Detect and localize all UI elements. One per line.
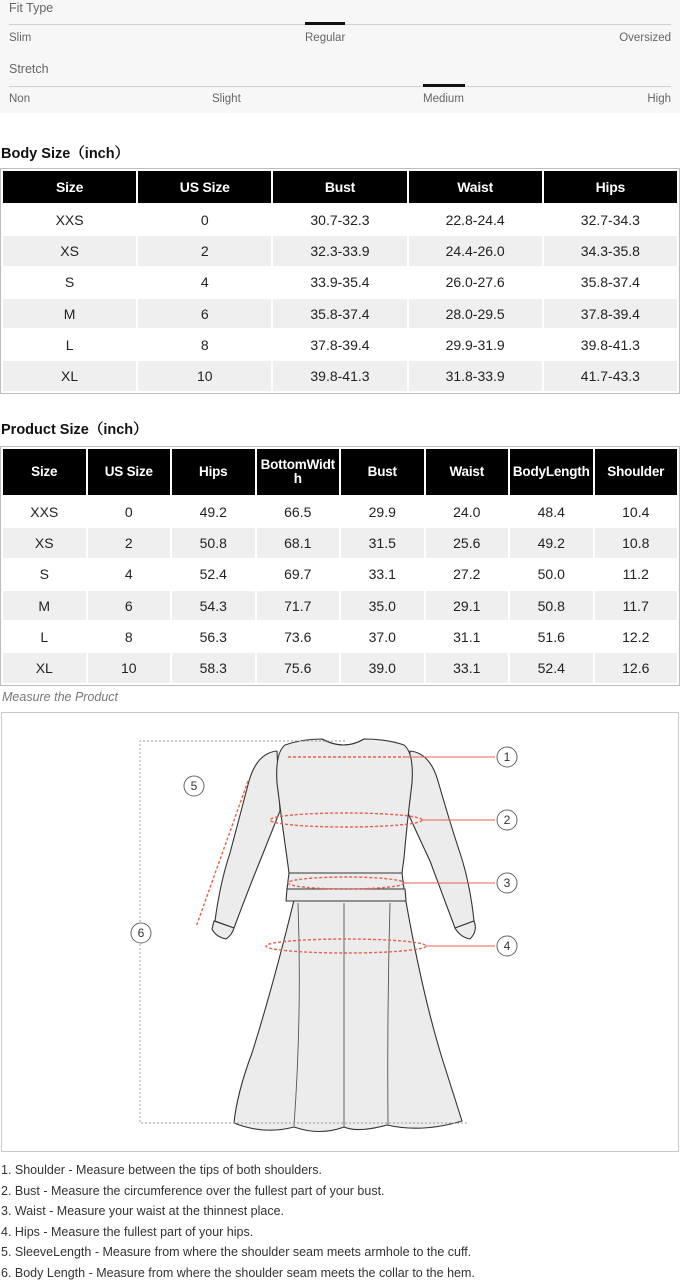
body-size-title: Body Size（inch）	[1, 146, 130, 162]
table-cell: 29.9	[341, 497, 424, 526]
table-cell: 10	[88, 653, 171, 682]
column-header: BottomWidth	[257, 449, 340, 495]
table-cell: 28.0-29.5	[409, 299, 542, 328]
note-bust: 2. Bust - Measure the circumference over the fullest part of your bust.	[1, 1183, 385, 1198]
table-cell: 68.1	[257, 528, 340, 557]
table-row	[3, 205, 677, 234]
table-cell: 52.4	[510, 653, 593, 682]
table-cell: 11.2	[595, 560, 678, 589]
table-cell: 2	[88, 528, 171, 557]
table-cell: 49.2	[510, 528, 593, 557]
column-header: Shoulder	[595, 449, 678, 495]
table-cell: 48.4	[510, 497, 593, 526]
table-cell: 8	[138, 330, 271, 359]
stretch-selected-marker	[423, 84, 465, 87]
table-cell: XL	[3, 361, 136, 390]
table-cell: 73.6	[257, 622, 340, 651]
table-cell: L	[3, 622, 86, 651]
table-cell: 37.8-39.4	[273, 330, 406, 359]
stretch-title: Stretch	[9, 62, 49, 76]
column-header: Bust	[341, 449, 424, 495]
table-cell: 0	[138, 205, 271, 234]
diagram-caption: Measure the Product	[2, 690, 119, 704]
table-cell: 10.4	[595, 497, 678, 526]
product-size-title: Product Size（inch）	[1, 422, 148, 438]
table-cell: XS	[3, 236, 136, 265]
column-header: Hips	[544, 171, 677, 203]
table-row	[3, 497, 677, 526]
table-row	[3, 591, 677, 620]
table-cell: 6	[88, 591, 171, 620]
svg-text:3: 3	[503, 876, 511, 890]
dress-right-sleeve	[407, 751, 474, 928]
table-cell: 12.2	[595, 622, 678, 651]
table-cell: 11.7	[595, 591, 678, 620]
dress-waist-seam	[286, 889, 406, 901]
svg-text:6: 6	[137, 926, 145, 940]
table-cell: M	[3, 591, 86, 620]
note-sleeve-length: 5. SleeveLength - Measure from where the shoulder seam meets armhole to the cuff.	[1, 1245, 472, 1260]
marker-3	[497, 873, 517, 893]
marker-4	[497, 936, 517, 956]
table-cell: 31.8-33.9	[409, 361, 542, 390]
table-row	[3, 330, 677, 359]
table-cell: 29.1	[426, 591, 509, 620]
table-cell: 22.8-24.4	[409, 205, 542, 234]
table-cell: 37.8-39.4	[544, 299, 677, 328]
note-waist: 3. Waist - Measure your waist at the thinnest place.	[1, 1204, 284, 1219]
svg-text:4: 4	[503, 939, 511, 953]
table-cell: 0	[88, 497, 171, 526]
table-cell: 26.0-27.6	[409, 268, 542, 297]
table-cell: 56.3	[172, 622, 255, 651]
table-cell: 58.3	[172, 653, 255, 682]
stretch-label-non: Non	[9, 93, 31, 105]
column-header: Waist	[409, 171, 542, 203]
table-cell: XS	[3, 528, 86, 557]
table-row	[3, 268, 677, 297]
dress-bodice	[277, 739, 413, 873]
table-cell: 71.7	[257, 591, 340, 620]
fit-type-selected-marker	[305, 22, 345, 25]
column-header: Bust	[273, 171, 406, 203]
table-cell: 69.7	[257, 560, 340, 589]
table-cell: 37.0	[341, 622, 424, 651]
table-cell: 41.7-43.3	[544, 361, 677, 390]
note-body-length: 6. Body Length - Measure from where the shoulder seam meets the collar to the hem.	[1, 1265, 475, 1280]
table-cell: 8	[88, 622, 171, 651]
table-cell: 49.2	[172, 497, 255, 526]
column-header: Size	[3, 449, 86, 495]
table-cell: 39.0	[341, 653, 424, 682]
fit-type-label-regular: Regular	[305, 32, 346, 44]
fit-stretch-panel	[0, 0, 680, 113]
table-cell: 6	[138, 299, 271, 328]
table-cell: 33.1	[341, 560, 424, 589]
dress-left-sleeve	[215, 751, 280, 928]
table-row	[3, 528, 677, 557]
table-cell: L	[3, 330, 136, 359]
table-header-row	[3, 449, 677, 495]
table-cell: 30.7-32.3	[273, 205, 406, 234]
table-cell: XL	[3, 653, 86, 682]
table-cell: 35.8-37.4	[544, 268, 677, 297]
table-cell: 35.0	[341, 591, 424, 620]
stretch-label-medium: Medium	[423, 93, 464, 105]
table-row	[3, 622, 677, 651]
table-cell: 32.7-34.3	[544, 205, 677, 234]
table-cell: 35.8-37.4	[273, 299, 406, 328]
stretch-label-high: High	[647, 93, 671, 105]
table-cell: 10	[138, 361, 271, 390]
table-cell: 33.9-35.4	[273, 268, 406, 297]
table-row	[3, 560, 677, 589]
body-size-table	[0, 168, 680, 394]
column-header: US Size	[88, 449, 171, 495]
table-cell: 33.1	[426, 653, 509, 682]
table-cell: 50.0	[510, 560, 593, 589]
svg-text:5: 5	[190, 779, 198, 793]
table-cell: 24.4-26.0	[409, 236, 542, 265]
table-cell: 34.3-35.8	[544, 236, 677, 265]
table-cell: XXS	[3, 497, 86, 526]
dress-skirt	[234, 896, 462, 1132]
table-cell: 29.9-31.9	[409, 330, 542, 359]
table-cell: 2	[138, 236, 271, 265]
table-cell: 24.0	[426, 497, 509, 526]
table-cell: S	[3, 560, 86, 589]
column-header: Size	[3, 171, 136, 203]
note-shoulder: 1. Shoulder - Measure between the tips of both shoulders.	[1, 1163, 323, 1177]
marker-6	[131, 923, 151, 943]
table-cell: 4	[138, 268, 271, 297]
table-cell: S	[3, 268, 136, 297]
column-header: US Size	[138, 171, 271, 203]
measurement-diagram	[1, 712, 679, 1152]
table-row	[3, 299, 677, 328]
table-row	[3, 236, 677, 265]
marker-1	[497, 747, 517, 767]
column-header: Hips	[172, 449, 255, 495]
column-header: Waist	[426, 449, 509, 495]
table-cell: 27.2	[426, 560, 509, 589]
table-cell: 32.3-33.9	[273, 236, 406, 265]
fit-type-label-slim: Slim	[9, 32, 32, 44]
table-cell: 12.6	[595, 653, 678, 682]
table-cell: 4	[88, 560, 171, 589]
stretch-label-slight: Slight	[212, 93, 241, 105]
table-cell: XXS	[3, 205, 136, 234]
table-cell: 25.6	[426, 528, 509, 557]
table-cell: 39.8-41.3	[273, 361, 406, 390]
table-row	[3, 361, 677, 390]
table-cell: 75.6	[257, 653, 340, 682]
table-cell: 66.5	[257, 497, 340, 526]
table-cell: 10.8	[595, 528, 678, 557]
svg-text:1: 1	[503, 750, 511, 764]
fit-type-label-oversized: Oversized	[619, 32, 671, 44]
table-cell: 51.6	[510, 622, 593, 651]
measurement-notes	[1, 1160, 679, 1283]
fit-type-title: Fit Type	[9, 1, 54, 15]
marker-5	[184, 776, 204, 796]
table-cell: 50.8	[172, 528, 255, 557]
dress-illustration	[2, 713, 680, 1153]
marker-2	[497, 810, 517, 830]
product-size-table	[0, 446, 680, 686]
table-cell: 54.3	[172, 591, 255, 620]
table-header-row	[3, 171, 677, 203]
stretch-track	[9, 86, 671, 87]
table-row	[3, 653, 677, 682]
column-header: BodyLength	[510, 449, 593, 495]
table-cell: 52.4	[172, 560, 255, 589]
table-cell: M	[3, 299, 136, 328]
svg-text:2: 2	[503, 813, 511, 827]
table-cell: 50.8	[510, 591, 593, 620]
table-cell: 39.8-41.3	[544, 330, 677, 359]
table-cell: 31.5	[341, 528, 424, 557]
note-hips: 4. Hips - Measure the fullest part of your hips.	[1, 1224, 254, 1239]
table-cell: 31.1	[426, 622, 509, 651]
